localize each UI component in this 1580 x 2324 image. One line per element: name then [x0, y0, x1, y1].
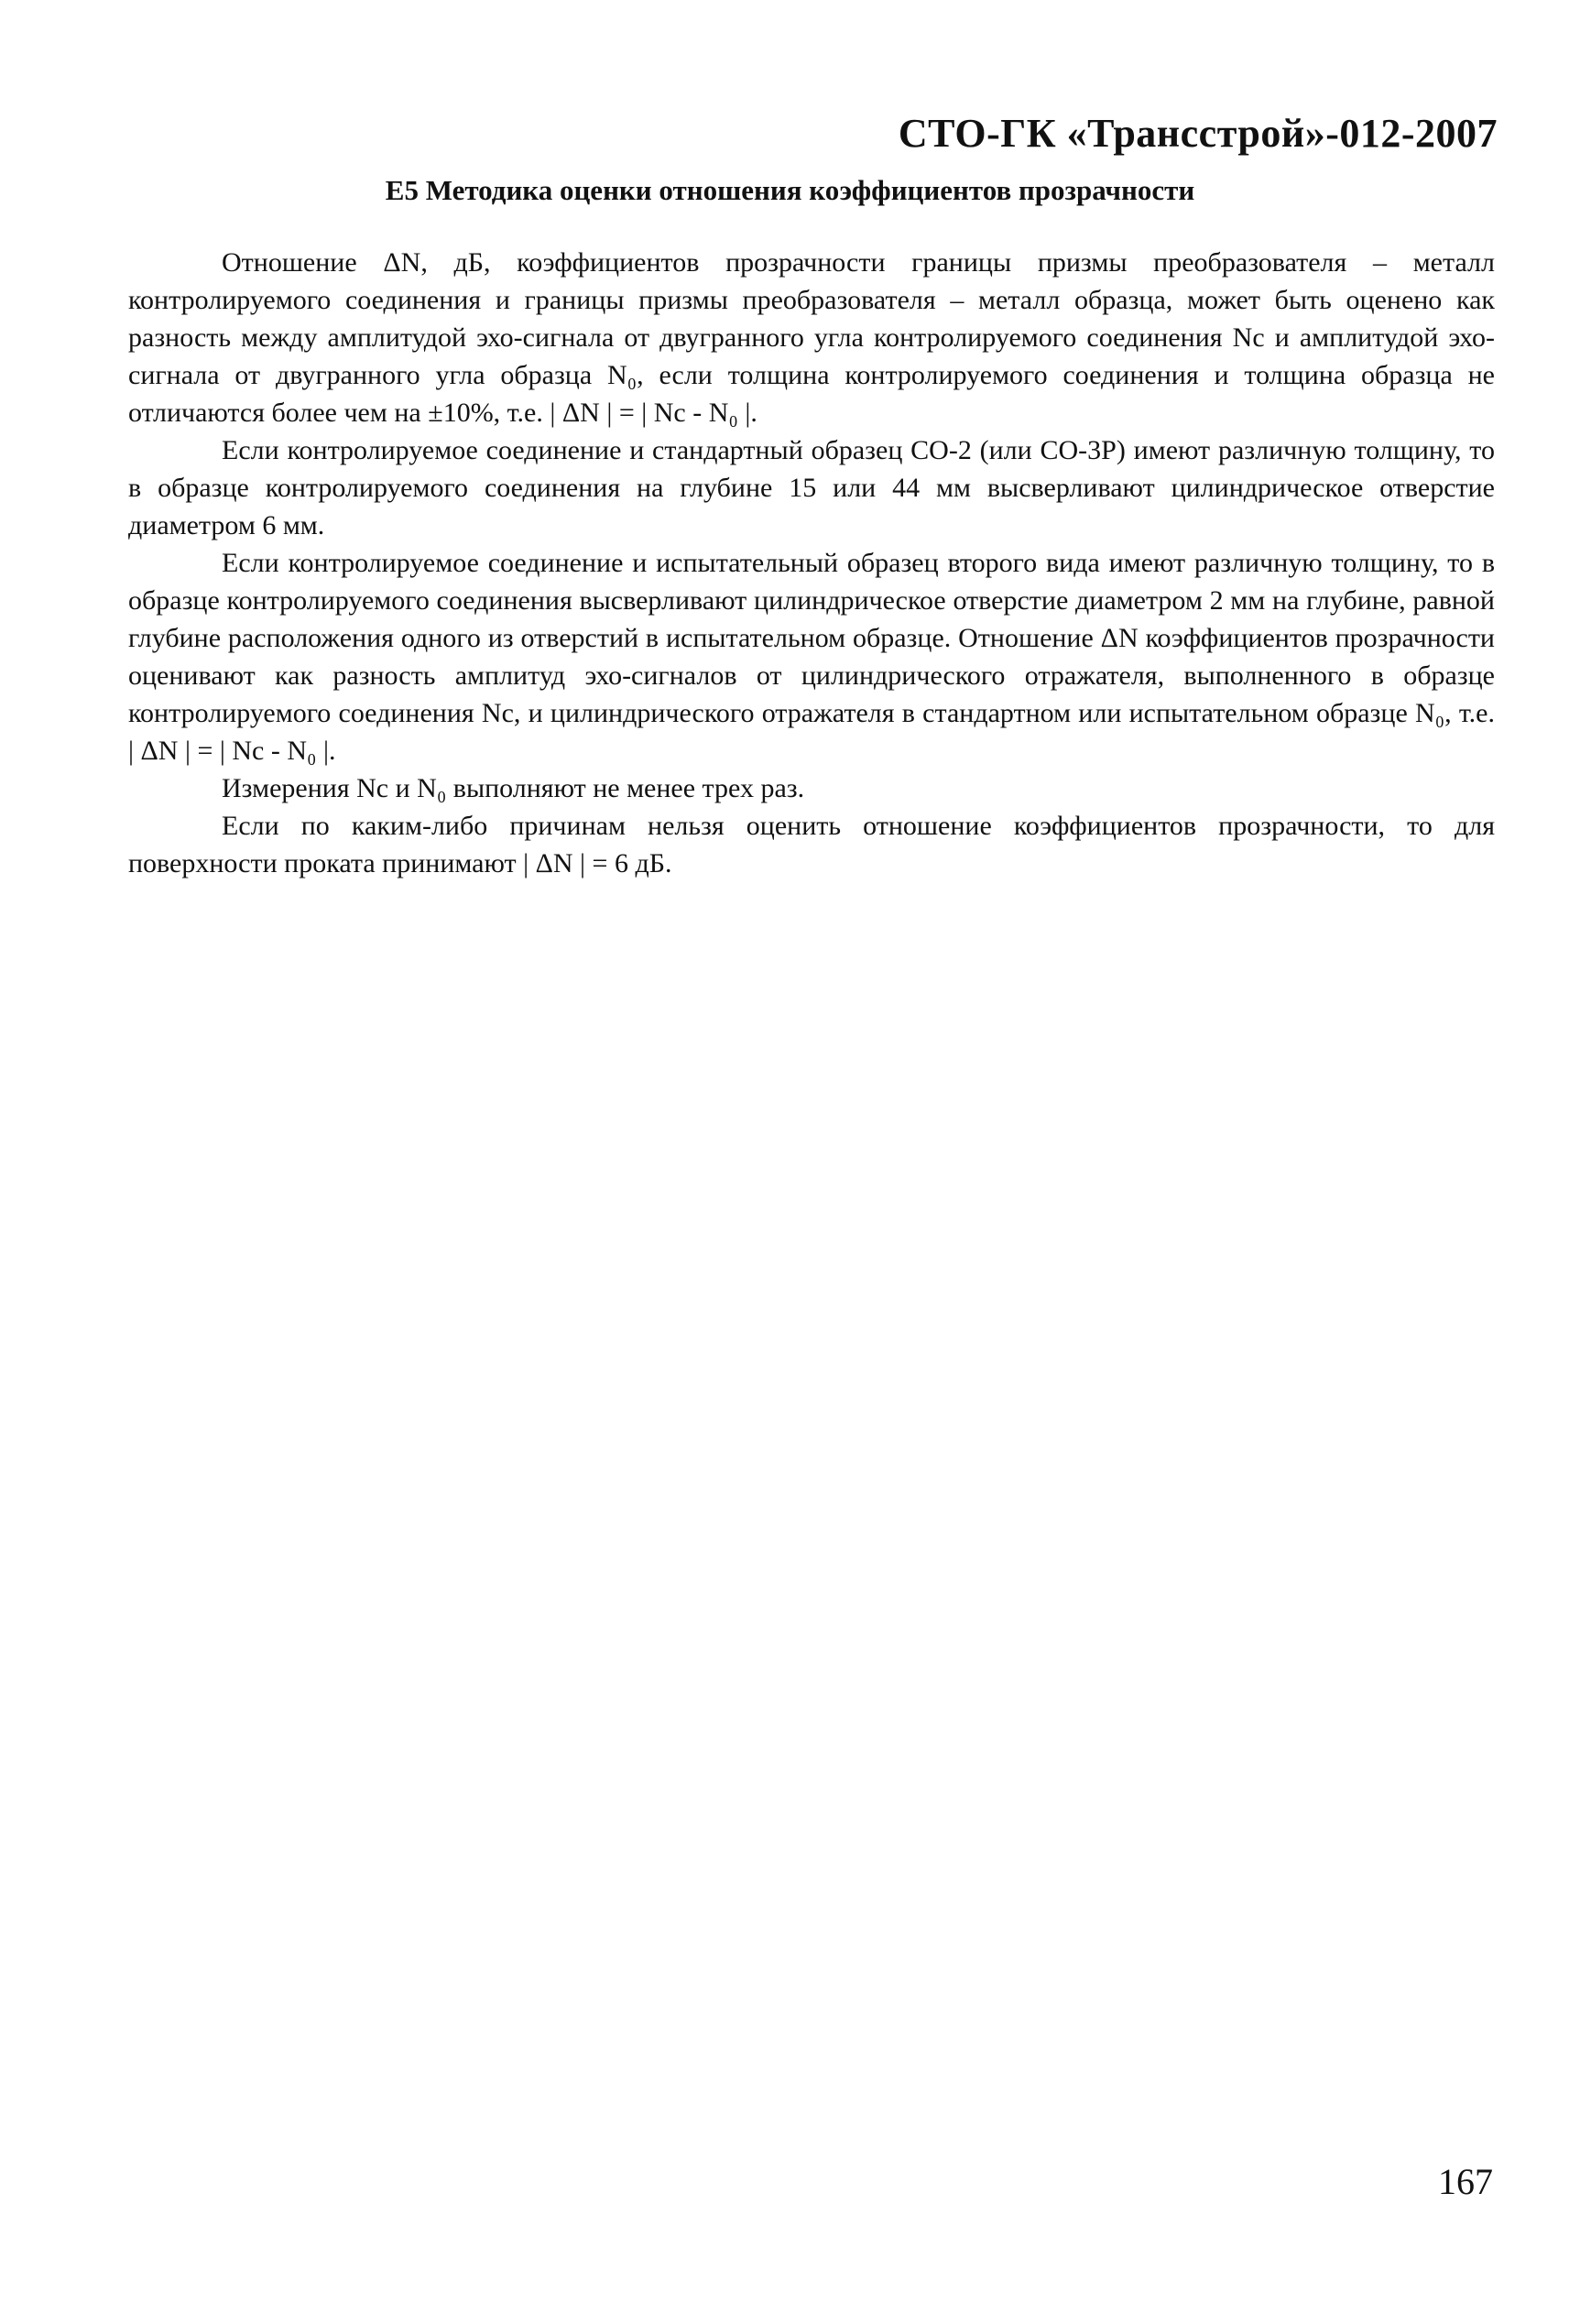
paragraph-test-sample-thickness: Если контролируемое соединение и испытательный образец второго вида имеют различную толщину, то в образце контролируемого соединения высверливают цилиндрическое отверстие диаметром 2 мм на глубине, равной глубине расположения одного из отверстий в испытательном образце. Отношение ΔN коэффициентов прозрачности оценивают как разность амплитуд эхо-сигналов от цилиндрического отражателя, выполненного в образце контролируемого соединения Nс, и цилиндрического отражателя в стандартном или испытательном образце N₀, т.е. | ΔN | = | Nс - N₀ |.: [128, 548, 1495, 766]
section-body: [128, 244, 1495, 882]
paragraph-measurement-repetition: Измерения Nс и N₀ выполняют не менее трех раз.: [222, 773, 805, 803]
paragraph-default-value: Если по каким-либо причинам нельзя оценить отношение коэффициентов прозрачности, то для поверхности проката принимают | ΔN | = 6 дБ.: [128, 811, 1495, 878]
document-code-header: СТО-ГК «Трансстрой»-012-2007: [898, 111, 1498, 156]
paragraph-transparency-ratio-definition: Отношение ΔN, дБ, коэффициентов прозрачности границы призмы преобразователя – металл контролируемого соединения и границы призмы преобразователя – металл образца, может быть оценено как разность между амплитудой эхо-сигнала от двугранного угла контролируемого соединения Nс и амплитудой эхо-сигнала от двугранного угла образца N₀, если толщина контролируемого соединения и толщина образца не отличаются более чем на ±10%, т.е. | ΔN | = | Nс - N₀ |.: [128, 247, 1495, 428]
section-title: Е5 Методика оценки отношения коэффициентов прозрачности: [385, 174, 1195, 206]
page-number: 167: [1438, 2161, 1493, 2202]
paragraph-standard-sample-thickness: Если контролируемое соединение и стандартный образец СО-2 (или СО-3Р) имеют различную толщину, то в образце контролируемого соединения на глубине 15 или 44 мм высверливают цилиндрическое отверстие диаметром 6 мм.: [128, 435, 1495, 540]
